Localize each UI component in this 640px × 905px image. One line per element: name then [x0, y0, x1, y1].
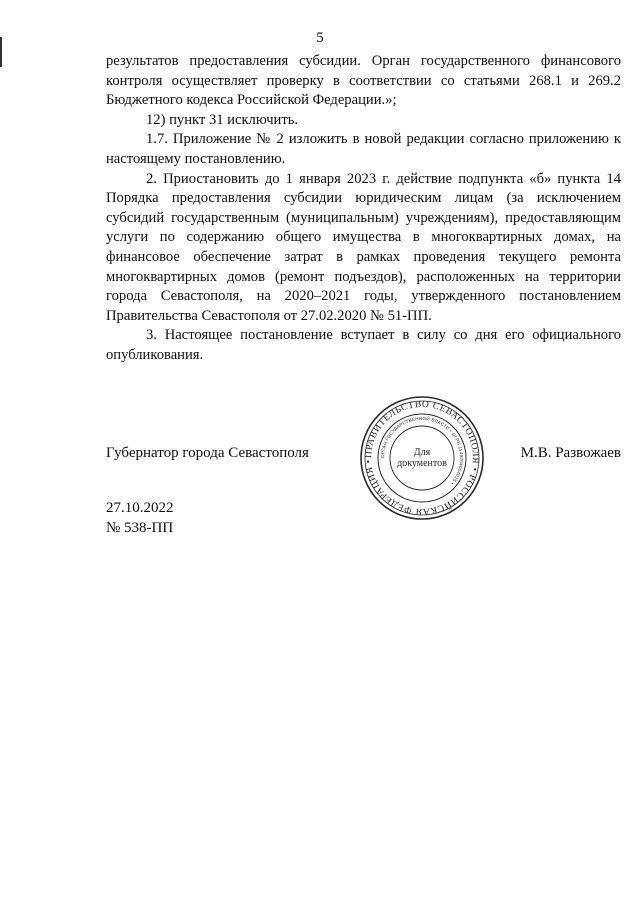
document-body — [106, 52, 621, 366]
seal-outer-text: ПРАВИТЕЛЬСТВО СЕВАСТОПОЛЯ • РОССИЙСКАЯ ФЕДЕРАЦИЯ • — [363, 399, 481, 517]
paragraph-item-3: 3. Настоящее постановление вступает в силу со дня его официального опубликования. — [106, 327, 621, 363]
seal-inner-text: ОРГАН ГОСУДАРСТВЕННОЙ ВЛАСТИ • ОГРН 1149204004025 • — [379, 415, 465, 486]
document-number: № 538-ПП — [106, 520, 174, 536]
paragraph-item-12: 12) пункт 31 исключить. — [146, 111, 299, 128]
seal-center-line1: Для — [413, 447, 431, 458]
signatory-title: Губернатор города Севастополя — [106, 445, 309, 461]
signatory-name: М.В. Развожаев — [520, 445, 621, 461]
paragraph-item-1-7: 1.7. Приложение № 2 изложить в новой редакции согласно приложению к настоящему постановлению. — [106, 131, 621, 167]
official-seal-stamp — [358, 394, 486, 522]
document-date: 27.10.2022 — [106, 500, 174, 516]
document-meta — [106, 498, 174, 538]
seal-center-line2: документов — [397, 458, 447, 469]
page-number: 5 — [316, 30, 324, 46]
paragraph-item-2: 2. Приостановить до 1 января 2023 г. действие подпункта «б» пункта 14 Порядка предоставления субсидии юридическим лицам (за исключением субсидий государственным (муниципальным) учреждениям), предоставляющим услуги по содержанию общего имущества в многоквартирных домах, на финансовое обеспечение затрат в рамках проведения текущего ремонта многоквартирных домов (ремонт подъездов), расположенных на территории города Севастополя, на 2020–2021 годы, утвержденного постановлением Правительства Севастополя от 27.02.2020 № 51-ПП. — [106, 170, 621, 324]
paragraph-continuation: результатов предоставления субсидии. Орган государственного финансового контроля осуществляет проверку в соответствии со статьями 268.1 и 269.2 Бюджетного кодекса Российской Федерации.»; — [106, 53, 621, 109]
